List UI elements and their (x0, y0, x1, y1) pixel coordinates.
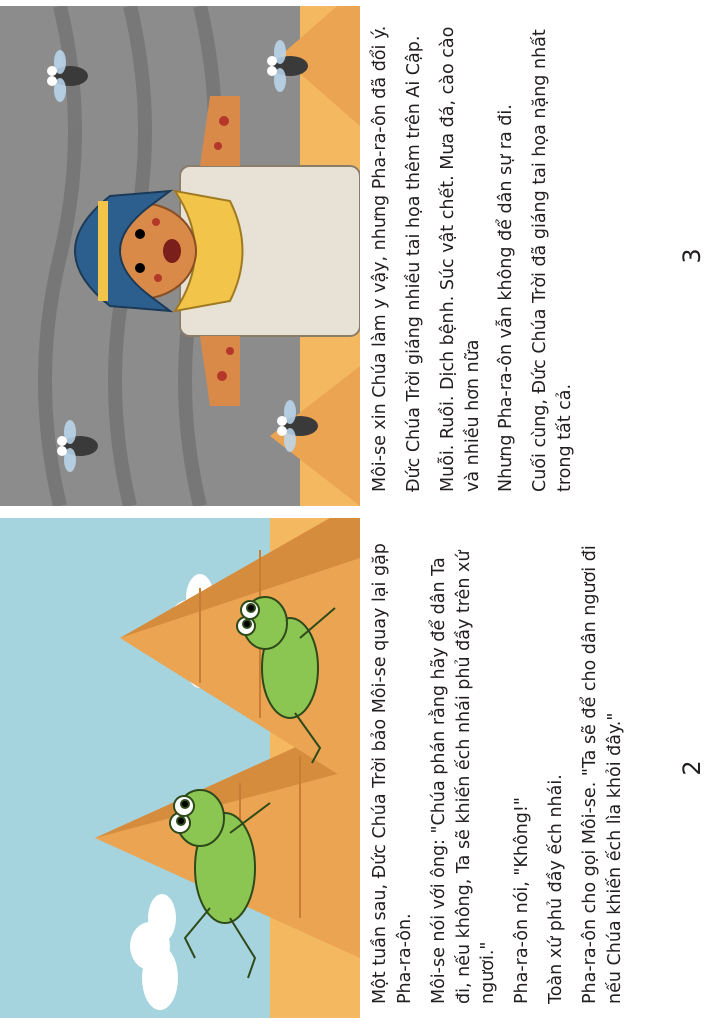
story-paragraph: Một tuần sau, Đức Chúa Trời bảo Môi-se quay lại gặp Pha-ra-ôn. (370, 543, 415, 1004)
story-paragraph: Nhưng Pha-ra-ôn vẫn không để dân sự ra đi. (496, 104, 517, 492)
story-paragraph: Cuối cùng, Đức Chúa Trời đã giáng tai họa nặng nhất trong tất cả. (530, 29, 576, 492)
story-paragraph: Muỗi. Ruồi. Dịch bệnh. Súc vật chết. Mưa đá, cào cào và nhiều hơn nữa (437, 26, 483, 492)
page-2-story-text (368, 532, 637, 1004)
story-paragraph: Toàn xứ phủ đầy ếch nhái. (546, 774, 567, 1004)
page-3-illustration (0, 6, 360, 506)
page-2-illustration (0, 518, 360, 1018)
page-number: 3 (678, 248, 706, 264)
story-paragraph: Đức Chúa Trời giáng nhiều tai họa thêm trên Ai Cập. (403, 35, 424, 492)
story-paragraph: Môi-se nói với ông: "Chúa phán rằng hãy để dân Ta đi, nếu không, Ta sẽ khiến ếch nhái phủ đầy trên xứ ngươi." (428, 550, 499, 1004)
page-2-rotated-content (0, 512, 724, 1024)
page-2-panel (0, 512, 724, 1024)
story-paragraph: Pha-ra-ôn cho gọi Môi-se. "Ta sẽ để cho dân ngươi đi nếu Chúa khiến ếch lìa khỏi đây." (579, 545, 625, 1004)
story-paragraph: Môi-se xin Chúa làm y vậy, nhưng Pha-ra-ôn đã đổi ý. (370, 25, 390, 492)
pharaoh-plagues-illustration (0, 6, 360, 506)
frogs-illustration (0, 518, 360, 1018)
story-paragraph: Pha-ra-ôn nói, "Không!" (512, 797, 533, 1004)
page-number: 2 (678, 760, 706, 776)
page-3-story-text (368, 20, 587, 492)
